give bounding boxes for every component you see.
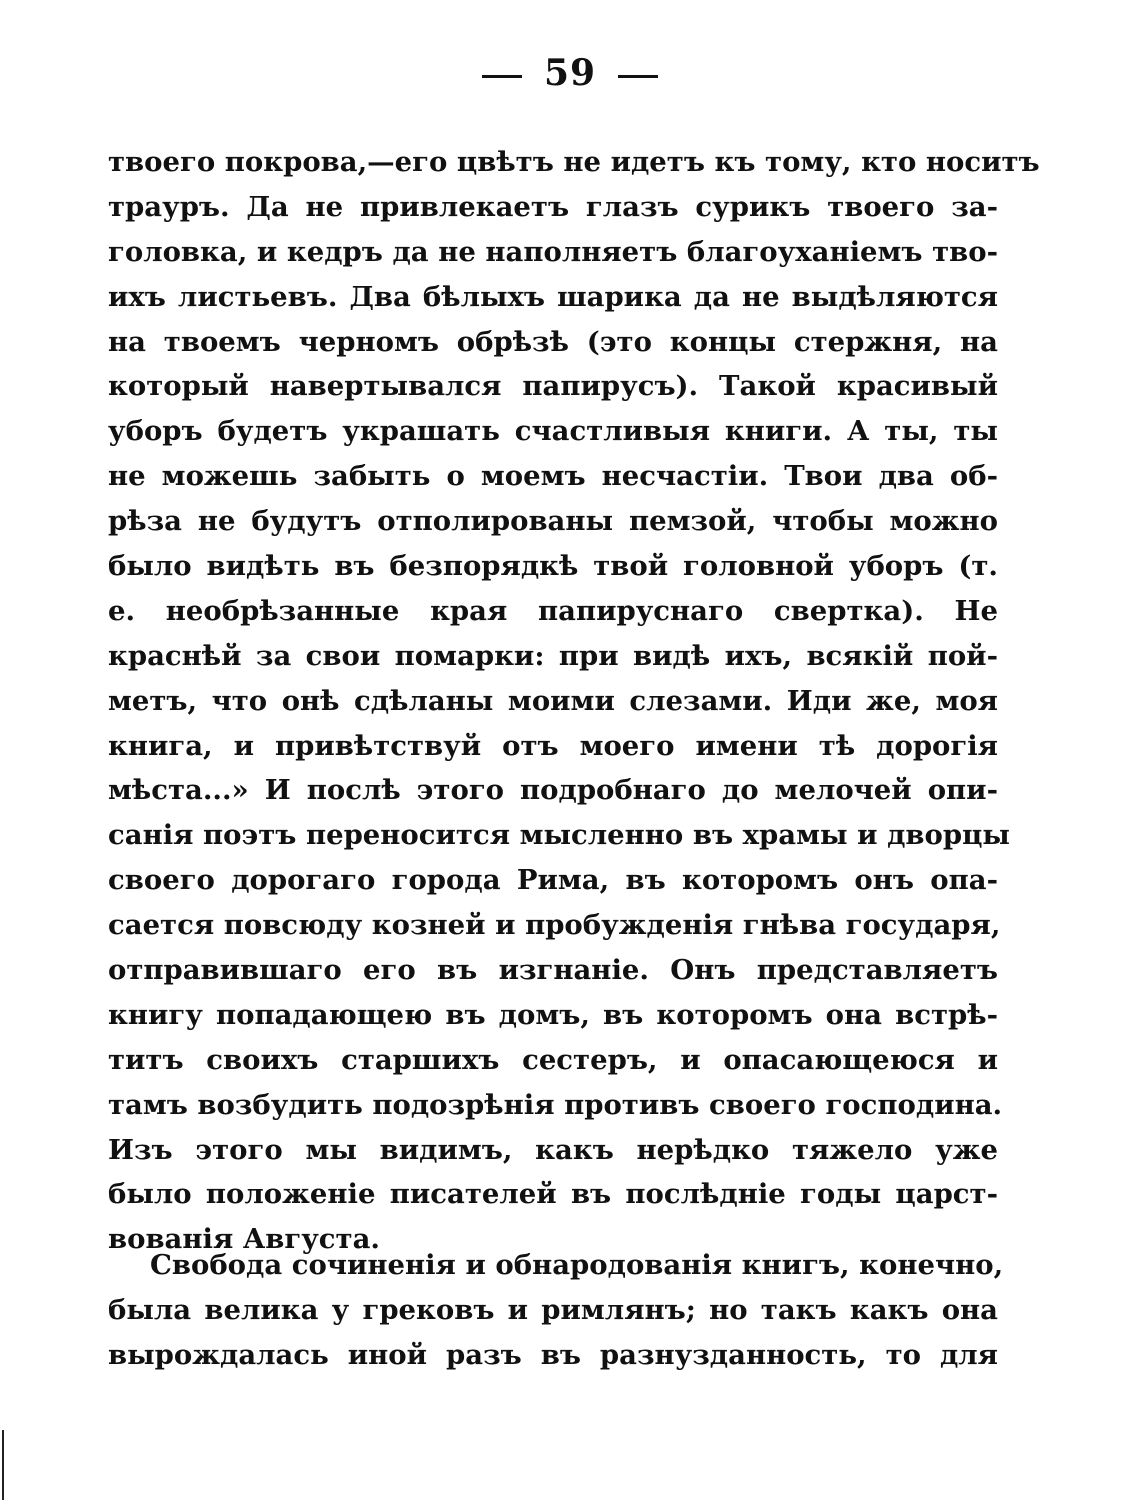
text-line: была велика у грековъ и римлянъ; но такъ какъ она bbox=[108, 1293, 998, 1326]
text-line: который навертывался папирусъ). Такой красивый bbox=[108, 370, 998, 403]
text-line: вованія Августа. bbox=[108, 1223, 380, 1256]
text-line: книгу попадающею въ домъ, въ которомъ она встрѣ- bbox=[108, 998, 998, 1031]
text-line: краснѣй за свои помарки: при видѣ ихъ, всякій пой- bbox=[108, 639, 998, 672]
text-line: мѣста...» И послѣ этого подробнаго до мелочей опи- bbox=[108, 774, 998, 807]
text-line: головка, и кедръ да не наполняетъ благоуханіемъ тво- bbox=[108, 235, 998, 268]
paragraph bbox=[108, 1243, 1004, 1378]
text-line: тамъ возбудить подозрѣнія противъ своего господина. bbox=[108, 1088, 1003, 1121]
text-line: на твоемъ черномъ обрѣзѣ (это концы стержня, на bbox=[108, 325, 998, 358]
text-line: санія поэтъ переносится мысленно въ храмы и дворцы bbox=[108, 819, 1010, 852]
text-line: было положеніе писателей въ послѣдніе годы царст- bbox=[108, 1178, 998, 1211]
text-line: было видѣть въ безпорядкѣ твой головной уборъ (т. bbox=[108, 550, 998, 583]
text-line: отправившаго его въ изгнаніе. Онъ представляетъ bbox=[108, 954, 998, 987]
margin-line bbox=[2, 1430, 4, 1500]
text-line: книга, и привѣтствуй отъ моего имени тѣ дорогія bbox=[108, 729, 998, 762]
text-line: не можешь забыть о моемъ несчастіи. Твои два об- bbox=[108, 460, 998, 493]
text-line: уборъ будетъ украшать счастливыя книги. А ты, ты bbox=[108, 415, 998, 448]
text-line: вырождалась иной разъ въ разнузданность, то для bbox=[108, 1338, 998, 1371]
page-number bbox=[0, 52, 1140, 94]
dash-left bbox=[482, 75, 522, 78]
text-line: е. необрѣзанные края папируснаго свертка). Не bbox=[108, 594, 998, 627]
text-line: Свобода сочиненія и обнародованія книгъ, конечно, bbox=[150, 1249, 1004, 1281]
text-line: титъ своихъ старшихъ сестеръ, и опасающеюся и bbox=[108, 1043, 998, 1076]
text-line: ихъ листьевъ. Два бѣлыхъ шарика да не выдѣляются bbox=[108, 280, 998, 313]
text-line: трауръ. Да не привлекаетъ глазъ сурикъ твоего за- bbox=[108, 190, 998, 223]
page-number-value: 59 bbox=[543, 52, 597, 94]
text-line: метъ, что онѣ сдѣланы моими слезами. Иди же, моя bbox=[108, 684, 998, 717]
text-line: сается повсюду козней и пробужденія гнѣва государя, bbox=[108, 909, 1001, 942]
text-line: Изъ этого мы видимъ, какъ нерѣдко тяжело уже bbox=[108, 1133, 998, 1166]
text-line: своего дорогаго города Рима, въ которомъ онъ опа- bbox=[108, 864, 998, 897]
text-line: твоего покрова,—его цвѣтъ не идетъ къ тому, кто носитъ bbox=[108, 146, 1040, 178]
paragraph bbox=[108, 140, 1040, 1262]
text-line: рѣза не будутъ отполированы пемзой, чтобы можно bbox=[108, 505, 998, 538]
dash-right bbox=[618, 75, 658, 78]
